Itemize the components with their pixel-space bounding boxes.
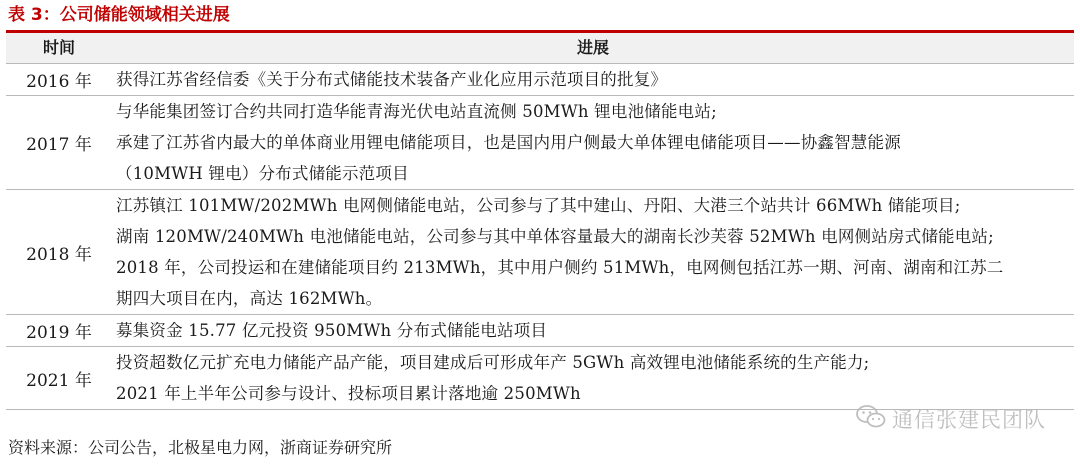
table-row bbox=[6, 315, 1074, 347]
row-progress bbox=[112, 315, 1074, 346]
progress-line: 投资超数亿元扩充电力储能产品产能，项目建成后可形成年产 5GWh 高效锂电池储能系统的生产能力; bbox=[116, 353, 870, 372]
progress-line: 与华能集团签订合约共同打造华能青海光伏电站直流侧 50MWh 锂电池储能电站; bbox=[116, 102, 717, 121]
row-year: 2021 年 bbox=[26, 370, 92, 391]
row-progress bbox=[112, 64, 1074, 95]
progress-line: 获得江苏省经信委《关于分布式储能技术装备产业化应用示范项目的批复》 bbox=[116, 70, 668, 89]
row-progress bbox=[112, 190, 1074, 314]
row-year: 2017 年 bbox=[26, 135, 92, 155]
progress-line: 湖南 120MW/240MWh 电池储能电站，公司参与其中单体容量最大的湖南长沙芙蓉 52MWh 电网侧站房式储能电站; bbox=[116, 227, 994, 246]
table-header bbox=[6, 33, 1074, 64]
row-progress bbox=[112, 347, 1074, 409]
wechat-icon bbox=[856, 404, 886, 434]
row-year: 2018 年 bbox=[26, 244, 92, 265]
progress-line: （10MWH 锂电）分布式储能示范项目 bbox=[116, 164, 409, 183]
table-row bbox=[6, 64, 1074, 96]
header-progress: 进展 bbox=[576, 38, 609, 57]
table-row bbox=[6, 96, 1074, 190]
progress-line: 承建了江苏省内最大的单体商业用锂电储能项目，也是国内用户侧最大单体锂电储能项目——协鑫智慧能源 bbox=[116, 133, 901, 152]
row-year: 2019 年 bbox=[26, 323, 92, 343]
progress-line: 募集资金 15.77 亿元投资 950MWh 分布式储能电站项目 bbox=[116, 321, 548, 340]
progress-line: 期四大项目在内，高达 162MWh。 bbox=[116, 289, 383, 308]
progress-line: 江苏镇江 101MW/202MWh 电网侧储能电站，公司参与了其中建山、丹阳、大港三个站共计 66MWh 储能项目; bbox=[116, 196, 961, 215]
table-row bbox=[6, 347, 1074, 410]
watermark bbox=[856, 404, 1046, 434]
table-row bbox=[6, 190, 1074, 315]
source-note: 资料来源：公司公告，北极星电力网，浙商证券研究所 bbox=[8, 438, 393, 457]
progress-table bbox=[6, 33, 1074, 410]
table-caption: 表 3：公司储能领域相关进展 bbox=[8, 5, 230, 25]
progress-line: 2018 年，公司投运和在建储能项目约 213MWh，其中用户侧约 51MWh，电网侧包括江苏一期、河南、湖南和江苏二 bbox=[116, 258, 1004, 277]
progress-line: 2021 年上半年公司参与设计、投标项目累计落地逾 250MWh bbox=[116, 384, 581, 403]
header-time: 时间 bbox=[42, 38, 75, 57]
watermark-text: 通信张建民团队 bbox=[892, 408, 1046, 432]
row-year: 2016 年 bbox=[26, 72, 92, 92]
row-progress bbox=[112, 96, 1074, 189]
